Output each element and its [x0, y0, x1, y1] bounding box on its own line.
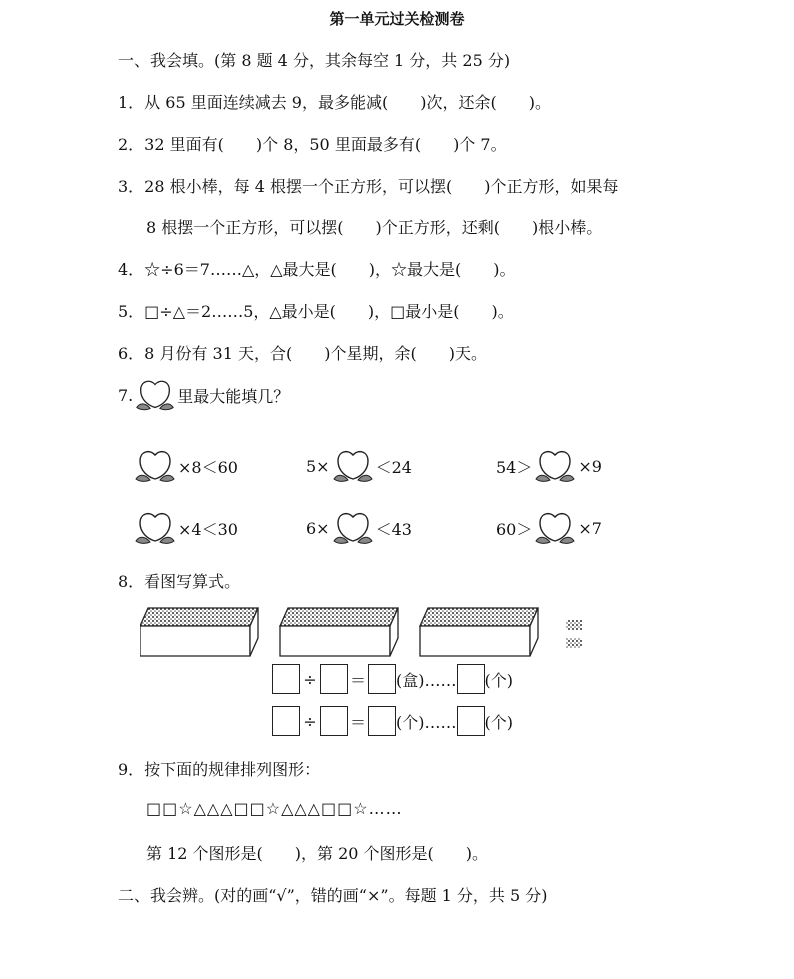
question-7-number: 7.: [118, 385, 134, 405]
q7-item-3: 54＞ ×9: [496, 448, 602, 484]
egg-box-3: [420, 608, 538, 656]
q7-item-1: ×8＜60: [132, 448, 238, 484]
page-title: 第一单元过关检测卷: [329, 10, 465, 28]
answer-box[interactable]: [457, 664, 485, 694]
q7-item-2: 5× ＜24: [306, 448, 412, 484]
question-5: 5．□÷△＝2……5，△最小是( )，□最小是( )。: [118, 302, 514, 321]
section1-heading: 一、我会填。(第 8 题 4 分，其余每空 1 分，共 25 分): [118, 51, 511, 70]
q8-equation-1: ÷ ＝ (盒)…… (个): [272, 664, 513, 694]
q8-equation-2: ÷ ＝ (个)…… (个): [272, 706, 513, 736]
answer-box[interactable]: [320, 664, 348, 694]
question-7-text: 里最大能填几？: [177, 386, 290, 406]
q7-item-5: 6× ＜43: [306, 510, 412, 546]
answer-box[interactable]: [272, 706, 300, 736]
question-9: 9．按下面的规律排列图形：: [118, 760, 321, 779]
answer-box[interactable]: [368, 664, 396, 694]
question-3-line2: 8 根摆一个正方形，可以摆( )个正方形，还剩( )根小棒。: [146, 218, 603, 237]
question-4: 4．☆÷6＝7……△，△最大是( )，☆最大是( )。: [118, 260, 516, 279]
section2-heading: 二、我会辨。(对的画“√”，错的画“×”。每题 1 分，共 5 分): [118, 886, 548, 905]
peach-blank-icon[interactable]: [132, 448, 178, 484]
question-1: 1．从 65 里面连续减去 9，最多能减( )次，还余( )。: [118, 93, 551, 112]
question-3-line1: 3．28 根小棒，每 4 根摆一个正方形，可以摆( )个正方形，如果每: [118, 177, 619, 196]
question-8: 8．看图写算式。: [118, 572, 241, 591]
q7-item-6: 60＞ ×7: [496, 510, 602, 546]
answer-box[interactable]: [320, 706, 348, 736]
egg-box-1: [140, 608, 258, 656]
egg-boxes-illustration: [140, 600, 600, 664]
peach-icon: [133, 378, 177, 412]
question-9-ask: 第 12 个图形是( )，第 20 个图形是( )。: [146, 844, 489, 863]
peach-blank-icon[interactable]: [132, 510, 178, 546]
loose-items-icon: [566, 620, 582, 648]
q7-item-4: ×4＜30: [132, 510, 238, 546]
question-2: 2．32 里面有( )个 8，50 里面最多有( )个 7。: [118, 135, 507, 154]
answer-box[interactable]: [457, 706, 485, 736]
egg-box-2: [280, 608, 398, 656]
peach-blank-icon[interactable]: [330, 510, 376, 546]
answer-box[interactable]: [272, 664, 300, 694]
peach-blank-icon[interactable]: [532, 510, 578, 546]
shape-pattern: □□☆△△△□□☆△△△□□☆……: [146, 799, 403, 818]
question-7: [118, 378, 289, 412]
answer-box[interactable]: [368, 706, 396, 736]
peach-blank-icon[interactable]: [532, 448, 578, 484]
peach-blank-icon[interactable]: [330, 448, 376, 484]
question-6: 6．8 月份有 31 天，合( )个星期，余( )天。: [118, 344, 487, 363]
